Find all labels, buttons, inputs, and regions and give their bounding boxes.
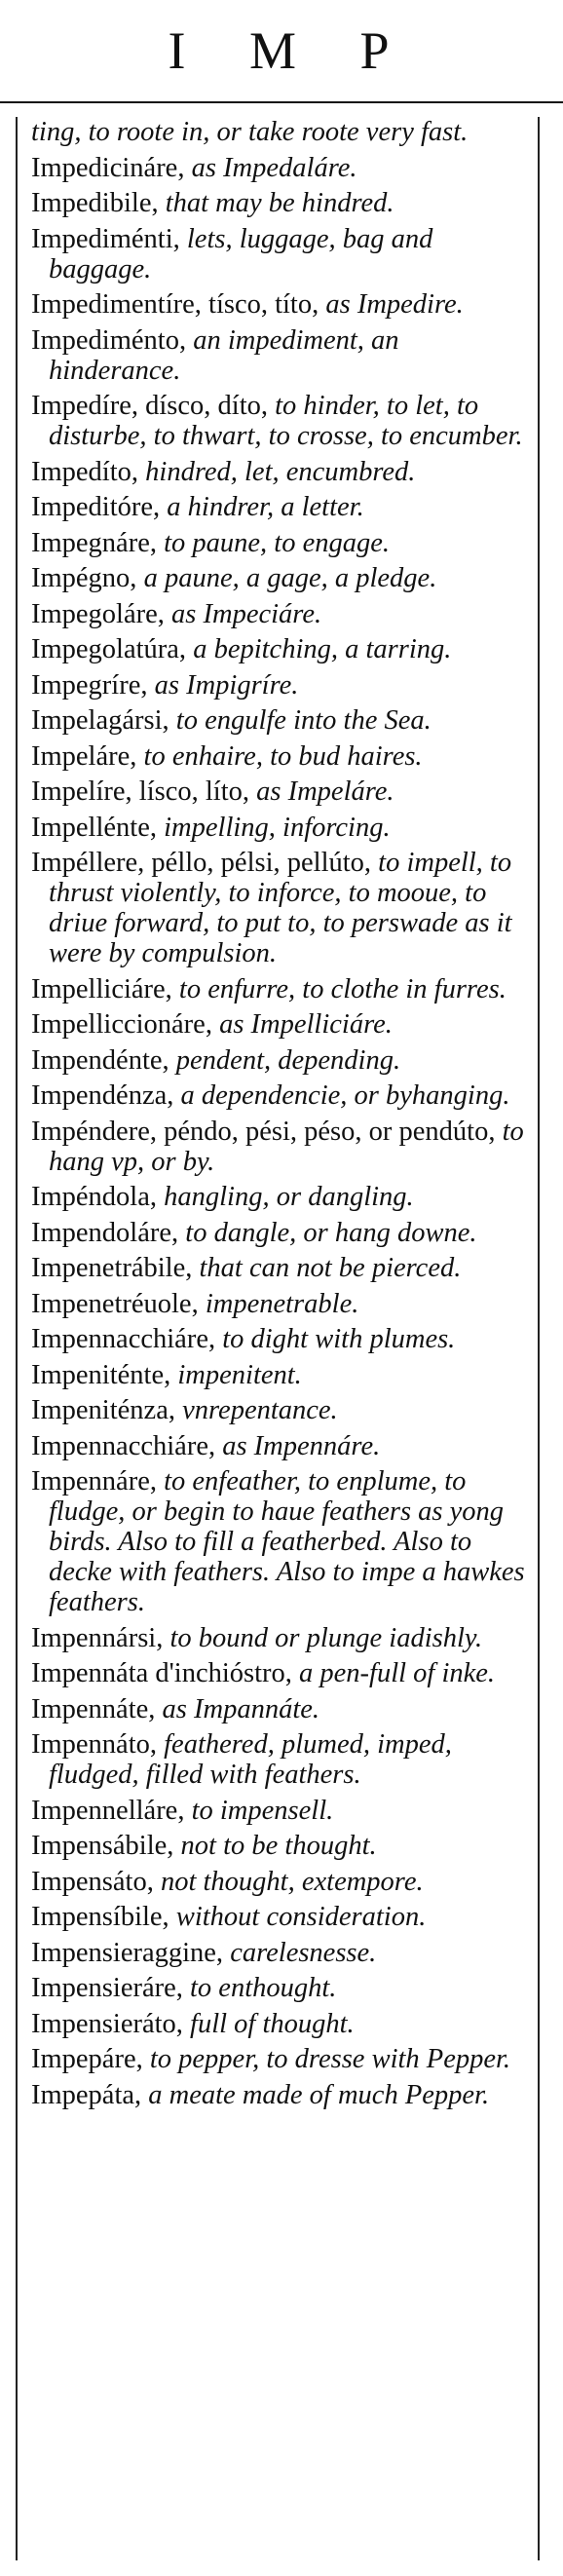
entry-headword: Impegnáre, [31, 527, 157, 558]
entry-definition: vnrepentance. [174, 1395, 338, 1425]
dictionary-entry [31, 563, 530, 593]
dictionary-entry [31, 670, 530, 701]
entry-definition: carelesnesse. [223, 1937, 377, 1968]
dictionary-entry [31, 1431, 530, 1461]
entry-definition: ting, to roote in, or take roote very fast. [31, 117, 469, 147]
dictionary-entry [31, 1867, 530, 1897]
entry-definition: pendent, depending. [169, 1044, 401, 1076]
dictionary-entry [31, 1658, 530, 1688]
entry-headword: Impensieráre, [31, 1973, 183, 2003]
entry-definition: a meate made of much Pepper. [141, 2079, 490, 2110]
entry-headword: Impéndola, [31, 1182, 158, 1212]
dictionary-entry [31, 1902, 530, 1932]
entry-definition: full of thought. [182, 2008, 355, 2039]
dictionary-entry [31, 1623, 530, 1653]
entry-definition: to engulfe into the Sea. [169, 705, 432, 736]
dictionary-entry [31, 492, 530, 522]
dictionary-entry [31, 325, 530, 386]
entry-headword: Impennacchiáre, [31, 1324, 216, 1354]
entry-definition: a hindrer, a letter. [160, 492, 364, 522]
entry-headword: Impediménti, [31, 223, 180, 254]
entry-definition: as Impannáte. [155, 1693, 320, 1724]
entry-headword: Impedimentíre, tísco, títo, [31, 289, 319, 320]
entry-definition: lets, luggage, bag and baggage. [49, 223, 433, 284]
entry-headword: Impennelláre, [31, 1795, 185, 1826]
entry-definition: to pepper, to dresse with Pepper. [142, 2044, 511, 2074]
dictionary-entry [31, 777, 530, 807]
dictionary-entry [31, 391, 530, 451]
entry-headword: Impepáre, [31, 2044, 143, 2074]
dictionary-entry [31, 741, 530, 772]
entry-headword: Impennáte, [31, 1693, 156, 1724]
entry-headword: Impegoláre, [31, 598, 165, 629]
entry-headword: Impelliccionáre, [31, 1009, 212, 1040]
entry-headword: Impennársi, [31, 1622, 164, 1653]
entry-headword: Impegríre, [31, 669, 148, 701]
dictionary-entry [31, 1796, 530, 1826]
dictionary-entry [31, 1466, 530, 1617]
entry-definition: to dangle, or hang downe. [178, 1217, 477, 1248]
dictionary-entry [31, 848, 530, 968]
dictionary-entry [31, 974, 530, 1004]
entry-definition: to dight with plumes. [215, 1324, 456, 1354]
entry-definition: impenitent. [170, 1359, 302, 1390]
entry-headword: Impennáto, [31, 1729, 158, 1760]
dictionary-entry [31, 1360, 530, 1390]
entry-headword: Impedibile, [31, 188, 159, 218]
entry-definition: as Impedire. [319, 289, 464, 320]
entry-headword: Impelíre, lísco, líto, [31, 777, 249, 807]
dictionary-entry [31, 188, 530, 218]
running-head: I M P [168, 21, 415, 80]
entry-definition: hindred, let, encumbred. [138, 456, 416, 487]
entry-headword: Impensíbile, [31, 1902, 169, 1932]
dictionary-entry [31, 1080, 530, 1111]
dictionary-entry [31, 1253, 530, 1283]
entry-definition: to enfurre, to clothe in furres. [171, 973, 507, 1004]
entry-definition: to hinder, to let, to disturbe, to thwart, to crosse, to encumber. [49, 391, 523, 451]
entry-definition: a pen-full of inke. [291, 1658, 496, 1688]
entry-headword: Impendénza, [31, 1080, 174, 1111]
dictionary-entry [31, 2080, 530, 2110]
entry-definition: impenetrable. [198, 1288, 359, 1319]
dictionary-column [16, 117, 540, 2560]
page-header [0, 0, 563, 97]
entry-headword: Impensáto, [31, 1866, 154, 1897]
entry-headword: Impensábile, [31, 1831, 174, 1861]
dictionary-entry [31, 2044, 530, 2074]
dictionary-entry [31, 1973, 530, 2003]
dictionary-entry [31, 634, 530, 664]
entry-definition: to impell, to thrust violently, to inforce, to mooue, to driue forward, to put to, to perswade as it were by compulsion. [49, 848, 512, 968]
entry-definition: to enfeather, to enplume, to fludge, or begin to haue feathers as yong birds. Also to fill a featherbed. Also to decke with feathers. Also to impe a hawkes feathers. [49, 1466, 525, 1617]
entry-headword: Impensieraggine, [31, 1937, 224, 1968]
entry-definition: not to be thought. [173, 1831, 377, 1861]
entry-headword: Impeláre, [31, 740, 137, 772]
dictionary-entry [31, 2009, 530, 2039]
entry-definition: to enthought. [182, 1973, 337, 2003]
entry-definition: as Impeláre. [249, 777, 394, 807]
entry-definition: to paune, to engage. [156, 527, 391, 558]
entry-definition: impelling, inforcing. [157, 812, 391, 843]
entry-definition: feathered, plumed, imped, fludged, filled with feathers. [49, 1729, 452, 1790]
entry-headword: Impennáta d'inchióstro, [31, 1658, 292, 1688]
dictionary-entry [31, 1045, 530, 1076]
dictionary-entry [31, 1729, 530, 1790]
dictionary-entry [31, 1938, 530, 1968]
entry-definition: an impediment, an hinderance. [49, 324, 399, 386]
entry-definition: as Impigríre. [147, 669, 299, 701]
entry-headword: Impendoláre, [31, 1217, 179, 1248]
entry-headword: Impenetréuole, [31, 1288, 199, 1319]
dictionary-entry [31, 705, 530, 736]
entry-definition: as Impennáre. [215, 1430, 381, 1461]
entry-headword: Impenetrábile, [31, 1253, 193, 1283]
entry-headword: Impéndere, péndo, pési, péso, or pendúto, [31, 1116, 496, 1147]
entry-definition: without consideration. [169, 1902, 427, 1932]
dictionary-entry [31, 1117, 530, 1177]
entry-headword: Impeniténte, [31, 1359, 171, 1390]
entry-definition: to impensell. [184, 1795, 334, 1826]
entry-headword: Impegolatúra, [31, 634, 187, 664]
entry-headword: Impedíto, [31, 456, 139, 487]
entry-definition: not thought, extempore. [153, 1866, 424, 1897]
entry-headword: Impepáta, [31, 2079, 142, 2110]
dictionary-entry [31, 457, 530, 487]
entry-definition: that may be hindred. [158, 188, 394, 218]
dictionary-entry [31, 528, 530, 558]
dictionary-entry [31, 289, 530, 320]
entry-headword: Impéllere, péllo, pélsi, pellúto, [31, 848, 372, 878]
entry-headword: Impelagársi, [31, 705, 169, 736]
entry-definition: as Impeciáre. [164, 598, 322, 629]
entry-definition: a dependencie, or byhanging. [173, 1080, 510, 1111]
entry-headword: Impendénte, [31, 1044, 169, 1076]
dictionary-entry [31, 153, 530, 183]
dictionary-entry [31, 599, 530, 629]
entry-definition: as Impedaláre. [184, 152, 357, 183]
dictionary-entry [31, 117, 530, 147]
entry-definition: a paune, a gage, a pledge. [136, 563, 437, 593]
entry-headword: Impelliciáre, [31, 973, 172, 1004]
entry-headword: Impediménto, [31, 324, 187, 356]
dictionary-entry [31, 1831, 530, 1861]
entry-headword: Impedicináre, [31, 152, 185, 183]
header-rule [0, 101, 563, 103]
entry-headword: Impedíre, dísco, díto, [31, 391, 268, 421]
dictionary-entry [31, 1395, 530, 1425]
dictionary-entry [31, 1289, 530, 1319]
dictionary-entry [31, 1694, 530, 1724]
entry-headword: Impeniténza, [31, 1395, 175, 1425]
entry-definition: as Impelliciáre. [211, 1009, 393, 1040]
dictionary-entry [31, 1182, 530, 1212]
entry-definition: that can not be pierced. [192, 1253, 462, 1283]
dictionary-entry [31, 1009, 530, 1040]
entry-headword: Impennáre, [31, 1466, 157, 1496]
entry-headword: Impégno, [31, 563, 137, 593]
dictionary-entry [31, 1218, 530, 1248]
dictionary-entry [31, 813, 530, 843]
entry-headword: Impensieráto, [31, 2008, 183, 2039]
entry-headword: Impeditóre, [31, 492, 161, 522]
entry-definition: to hang vp, or by. [49, 1116, 524, 1177]
entry-definition: to enhaire, to bud haires. [136, 740, 423, 772]
entry-definition: to bound or plunge iadishly. [163, 1622, 483, 1653]
entry-definition: hangling, or dangling. [157, 1182, 414, 1212]
entry-headword: Impennacchiáre, [31, 1430, 216, 1461]
entry-definition: a bepitching, a tarring. [186, 634, 452, 664]
entry-headword: Impellénte, [31, 812, 157, 843]
dictionary-entry [31, 224, 530, 284]
entry-list [18, 117, 538, 2110]
dictionary-entry [31, 1324, 530, 1354]
